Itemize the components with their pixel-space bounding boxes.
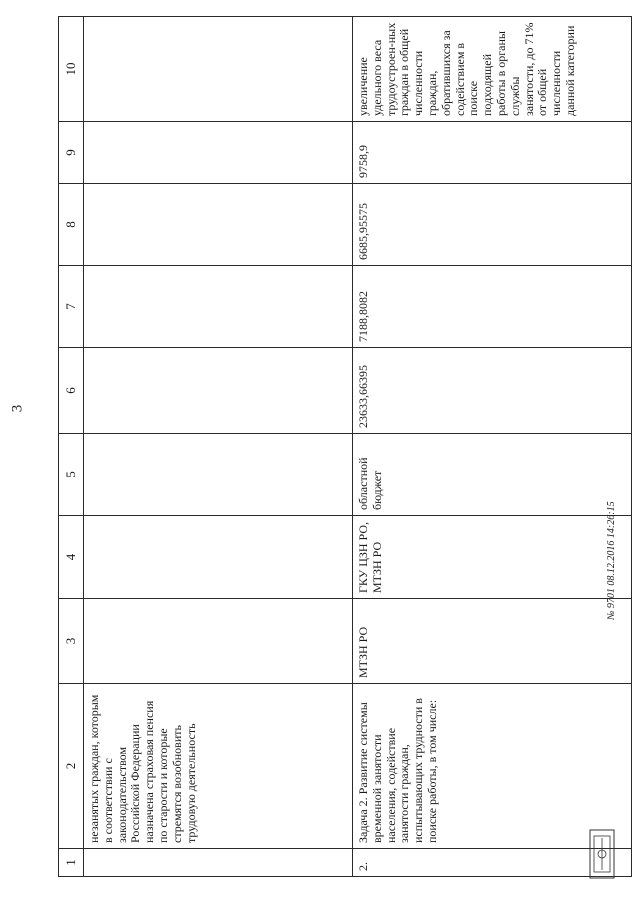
cell-total: 23633,66395 bbox=[353, 348, 632, 434]
program-table bbox=[58, 16, 632, 877]
header-cell: 5 bbox=[59, 434, 84, 516]
header-cell: 7 bbox=[59, 266, 84, 348]
header-cell: 8 bbox=[59, 184, 84, 266]
cell-num bbox=[84, 849, 353, 877]
document-table-rotated bbox=[58, 17, 628, 877]
cell-executor bbox=[84, 599, 353, 684]
table-row bbox=[353, 17, 632, 877]
header-cell: 9 bbox=[59, 122, 84, 184]
cell-year1: 7188,8082 bbox=[353, 266, 632, 348]
table-row bbox=[84, 17, 353, 877]
emblem-stamp-icon bbox=[588, 828, 616, 880]
cell-total bbox=[84, 348, 353, 434]
cell-source: областной бюджет bbox=[353, 434, 632, 516]
cell-participant bbox=[84, 516, 353, 599]
header-cell: 4 bbox=[59, 516, 84, 599]
cell-source bbox=[84, 434, 353, 516]
cell-name: Задача 2. Развитие системы временной занятости населения, содействие занятости граждан, испытывающих трудности в поиске работы, в том числе: bbox=[353, 684, 632, 849]
header-cell: 6 bbox=[59, 348, 84, 434]
header-cell: 3 bbox=[59, 599, 84, 684]
header-row bbox=[59, 17, 84, 877]
header-cell: 1 bbox=[59, 849, 84, 877]
cell-result bbox=[84, 17, 353, 122]
registration-stamp-text: № 9701 08.12.2016 14:26:15 bbox=[606, 501, 617, 620]
cell-year2 bbox=[84, 184, 353, 266]
header-cell: 2 bbox=[59, 684, 84, 849]
header-cell: 10 bbox=[59, 17, 84, 122]
cell-name: незанятых граждан, которым в соответствии с законодательством Российской Федерации назначена страховая пенсия по старости и которые стремятся возобновить трудовую деятельность bbox=[84, 684, 353, 849]
cell-participant: ГКУ ЦЗН РО, МТЗН РО bbox=[353, 516, 632, 599]
cell-result: увеличение удельного веса трудоустроен-ных граждан в общей численности граждан, обратившихся за содействием в поиске подходящей работы в органы службы занятости, до 71% от общей численности данной категории bbox=[353, 17, 632, 122]
cell-num: 2. bbox=[353, 849, 632, 877]
cell-year1 bbox=[84, 266, 353, 348]
page-number: 3 bbox=[9, 404, 26, 413]
cell-year2: 6685,95575 bbox=[353, 184, 632, 266]
cell-executor: МТЗН РО bbox=[353, 599, 632, 684]
cell-year3: 9758,9 bbox=[353, 122, 632, 184]
cell-year3 bbox=[84, 122, 353, 184]
